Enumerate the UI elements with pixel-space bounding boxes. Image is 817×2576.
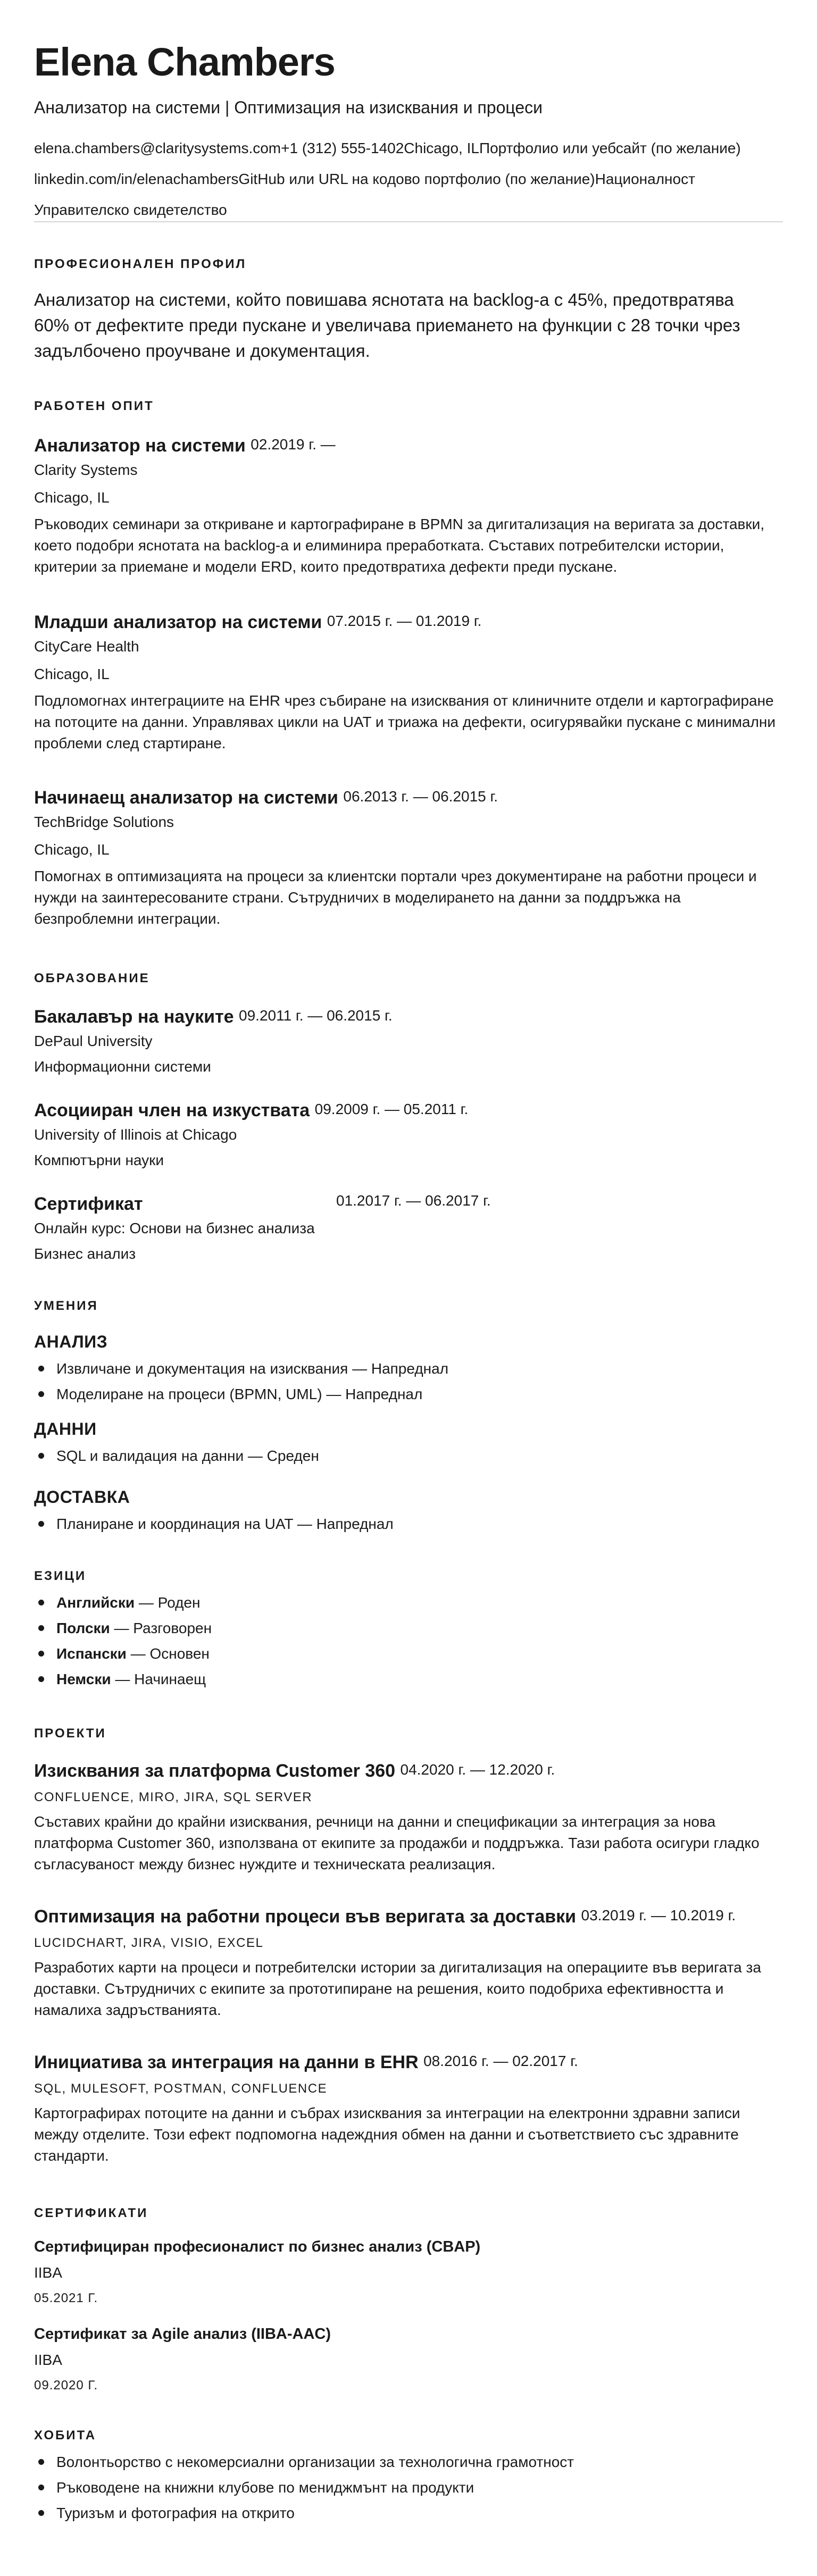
- skill-list: [34, 1511, 394, 1537]
- headline: Анализатор на системи | Оптимизация на изисквания и процеси: [34, 98, 543, 117]
- contact-line-3: Управителско свидетелство: [34, 202, 227, 218]
- company-location: Chicago, IL: [34, 666, 110, 682]
- contact-line-2: linkedin.com/in/elenachambersGitHub или URL на кодово портфолио (по желание)Националност: [34, 171, 695, 187]
- school-name: DePaul University: [34, 1033, 153, 1049]
- profile-summary: Анализатор на системи, който повишава яснотата на backlog-а с 45%, предотвратява 60% от дефектите преди пускане и увеличава приемането на функции с 28 точки чрез задълбочено проучване и документация.: [34, 290, 740, 361]
- role-title: Младши анализатор на системи: [34, 612, 322, 632]
- header-divider: [34, 221, 783, 222]
- language-item: [34, 1641, 212, 1667]
- degree-dates: 09.2011 г. — 06.2015 г.: [239, 1007, 393, 1024]
- language-name: Полски: [56, 1620, 110, 1636]
- school-name: University of Illinois at Chicago: [34, 1126, 237, 1143]
- project-title-row: [34, 2052, 578, 2073]
- hobby-item: Волонтьорство с некомерсиални организации за технологична грамотност: [34, 2449, 574, 2475]
- project-tags: CONFLUENCE, MIRO, JIRA, SQL SERVER: [34, 1790, 313, 1804]
- project-description: Картографирах потоците на данни и събрах изисквания за интеграции на електронни здравни записи между отделите. Този ефект подпомогна надеждния обмен на данни и съответствието със здравните стандарти.: [34, 2105, 740, 2164]
- language-level: — Разговорен: [110, 1620, 212, 1636]
- language-item: [34, 1616, 212, 1641]
- profile-section-title: ПРОФЕСИОНАЛЕН ПРОФИЛ: [34, 257, 247, 271]
- project-dates: 08.2016 г. — 02.2017 г.: [423, 2053, 578, 2069]
- company-location: Chicago, IL: [34, 841, 110, 858]
- skill-group-title: АНАЛИЗ: [34, 1332, 108, 1351]
- certificate-issuer: IIBA: [34, 2352, 62, 2368]
- school-name: Онлайн курс: Основи на бизнес анализа: [34, 1220, 315, 1236]
- degree-title: Бакалавър на науките: [34, 1007, 234, 1027]
- language-item: [34, 1590, 212, 1616]
- project-tags: SQL, MULESOFT, POSTMAN, CONFLUENCE: [34, 2081, 328, 2096]
- skill-group-title: ДОСТАВКА: [34, 1487, 130, 1507]
- role-description: Ръководих семинари за откриване и картографиране в BPMN за дигитализация на веригата за доставки, което подобри яснотата на backlog-а и елиминира преработката. Съставих потребителски истории, критерии за приемане и модели ERD, които предотвратиха дефекти преди пускане.: [34, 516, 765, 575]
- role-title: Начинаещ анализатор на системи: [34, 788, 338, 808]
- hobby-item: Ръководене на книжни клубове по мениджмънт на продукти: [34, 2475, 574, 2500]
- experience-section-title: РАБОТЕН ОПИТ: [34, 399, 154, 413]
- role-description: Помогнах в оптимизацията на процеси за клиентски портали чрез документиране на работни процеси и нужди на заинтересованите страни. Сътрудничих в моделирането на данни за поддръжка на безпроблемни интеграции.: [34, 868, 757, 927]
- projects-section-title: ПРОЕКТИ: [34, 1726, 106, 1741]
- certificate-issuer: IIBA: [34, 2264, 62, 2281]
- company-name: CityCare Health: [34, 638, 139, 655]
- project-dates: 03.2019 г. — 10.2019 г.: [581, 1907, 736, 1923]
- project-name: Изисквания за платформа Customer 360: [34, 1761, 396, 1781]
- language-level: — Основен: [126, 1645, 210, 1662]
- skill-group-title: ДАННИ: [34, 1419, 97, 1438]
- experience-role: [34, 612, 481, 633]
- candidate-name: Elena Chambers: [34, 40, 335, 84]
- project-name: Оптимизация на работни процеси във веригата за доставки: [34, 1906, 577, 1927]
- role-title: Анализатор на системи: [34, 436, 246, 456]
- experience-role: [34, 435, 336, 457]
- certificates-section-title: СЕРТИФИКАТИ: [34, 2206, 148, 2220]
- project-dates: 04.2020 г. — 12.2020 г.: [400, 1761, 555, 1778]
- education-degree: [34, 1100, 468, 1122]
- hobby-item: Туризъм и фотография на открито: [34, 2500, 574, 2526]
- language-level: — Роден: [135, 1594, 201, 1611]
- company-location: Chicago, IL: [34, 489, 110, 506]
- language-level: — Начинаещ: [111, 1671, 206, 1687]
- language-list: [34, 1590, 212, 1692]
- company-name: Clarity Systems: [34, 462, 138, 478]
- field-of-study: Информационни системи: [34, 1058, 211, 1075]
- degree-dates: 01.2017 г. — 06.2017 г.: [336, 1192, 491, 1209]
- company-name: TechBridge Solutions: [34, 814, 174, 830]
- certificate-date: 09.2020 Г.: [34, 2378, 98, 2393]
- experience-role: [34, 787, 498, 809]
- degree-title: Асоцииран член на изкуствата: [34, 1100, 310, 1120]
- certificate-name: Сертифициран професионалист по бизнес анализ (CBAP): [34, 2238, 481, 2255]
- project-name: Инициатива за интеграция на данни в EHR: [34, 2052, 419, 2072]
- education-section-title: ОБРАЗОВАНИЕ: [34, 971, 150, 985]
- role-dates: 02.2019 г. —: [251, 436, 336, 453]
- certificate-date: 05.2021 Г.: [34, 2291, 98, 2305]
- role-dates: 06.2013 г. — 06.2015 г.: [343, 788, 498, 805]
- degree-title: Сертификат: [34, 1194, 143, 1214]
- skill-item: Извличане и документация на изисквания — Напреднал: [34, 1356, 448, 1382]
- contact-line-1: elena.chambers@claritysystems.com+1 (312) 555-1402Chicago, ILПортфолио или уебсайт (по желание): [34, 140, 741, 156]
- role-dates: 07.2015 г. — 01.2019 г.: [327, 613, 482, 629]
- language-name: Испански: [56, 1645, 127, 1662]
- skill-item: SQL и валидация на данни — Среден: [34, 1443, 319, 1469]
- language-name: Немски: [56, 1671, 111, 1687]
- project-title-row: [34, 1906, 736, 1928]
- field-of-study: Компютърни науки: [34, 1152, 164, 1168]
- skill-item: Моделиране на процеси (BPMN, UML) — Напреднал: [34, 1382, 448, 1407]
- degree-dates: 09.2009 г. — 05.2011 г.: [314, 1101, 469, 1117]
- project-title-row: [34, 1760, 555, 1782]
- skill-list: [34, 1356, 448, 1407]
- education-degree: [34, 1193, 143, 1215]
- certificate-name: Сертификат за Agile анализ (IIBA-AAC): [34, 2326, 331, 2343]
- skills-section-title: УМЕНИЯ: [34, 1299, 98, 1313]
- project-description: Разработих карти на процеси и потребителски истории за дигитализация на операциите във веригата за доставки. Сътрудничих с екипите за прототипиране на решения, които подобриха ефективността и намалиха задръстванията.: [34, 1959, 761, 2018]
- project-description: Съставих крайни до крайни изисквания, речници на данни и спецификации за интеграция за нова платформа Customer 360, използвана от екипите за продажби и поддръжка. Тази работа осигури гладко съгласуваност между бизнес нуждите и техническата реализация.: [34, 1813, 760, 1872]
- hobby-list: [34, 2449, 574, 2526]
- skill-item: Планиране и координация на UAT — Напреднал: [34, 1511, 394, 1537]
- project-tags: LUCIDCHART, JIRA, VISIO, EXCEL: [34, 1936, 264, 1950]
- languages-section-title: ЕЗИЦИ: [34, 1569, 87, 1583]
- education-degree: [34, 1006, 393, 1028]
- role-description: Подломогнах интеграциите на EHR чрез събиране на изисквания от клиничните отдели и картографиране на потоците на данни. Управлявах цикли на UAT и триажа на дефекти, осигурявайки пускане с минимални проблеми след стартиране.: [34, 692, 776, 751]
- field-of-study: Бизнес анализ: [34, 1245, 136, 1262]
- language-item: [34, 1667, 212, 1692]
- skill-list: [34, 1443, 319, 1469]
- language-name: Английски: [56, 1594, 135, 1611]
- hobbies-section-title: ХОБИТА: [34, 2428, 97, 2443]
